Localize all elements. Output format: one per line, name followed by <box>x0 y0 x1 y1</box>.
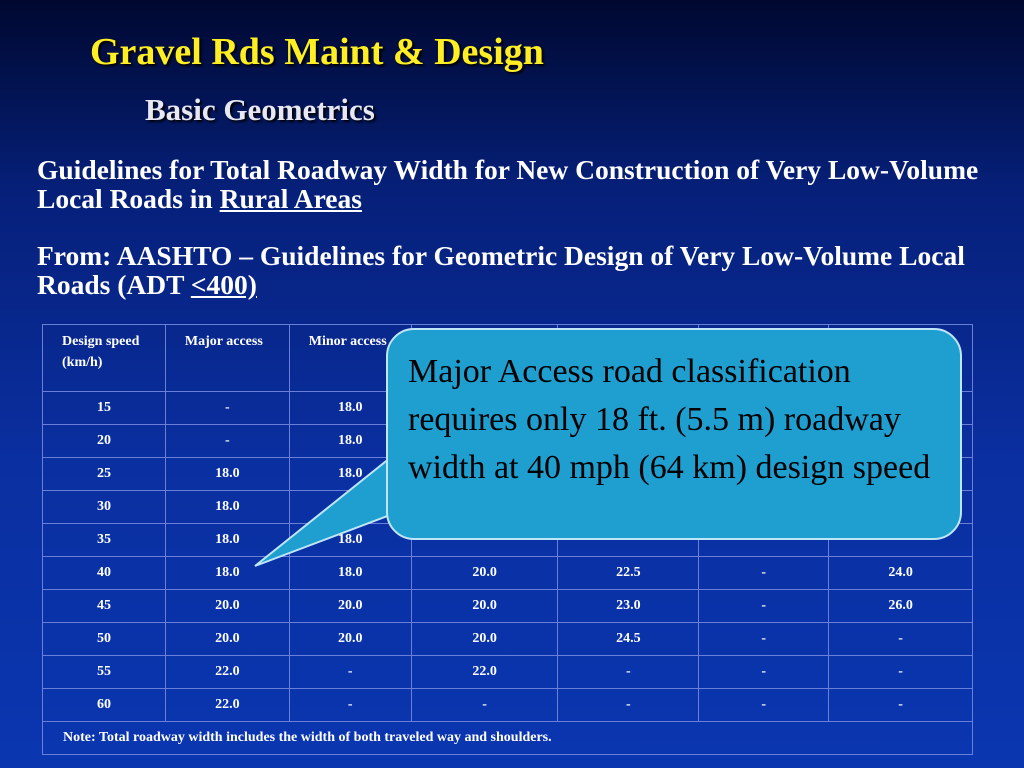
table-cell: 18.0 <box>289 392 411 425</box>
callout-box: Major Access road classification requires only 18 ft. (5.5 m) roadway width at 40 mph (64 km) design speed <box>386 328 962 540</box>
table-cell: 18.0 <box>289 425 411 458</box>
table-cell: 18.0 <box>289 524 411 557</box>
table-cell: - <box>829 656 973 689</box>
table-cell: - <box>411 689 558 722</box>
table-cell: - <box>699 689 829 722</box>
table-cell: 18.0 <box>289 458 411 491</box>
table-cell: 15 <box>43 392 166 425</box>
column-header: Major access <box>165 325 289 392</box>
table-cell: 20.0 <box>411 623 558 656</box>
table-cell: 35 <box>43 524 166 557</box>
table-cell: 20.0 <box>411 590 558 623</box>
table-cell: 22.5 <box>558 557 699 590</box>
table-cell: 60 <box>43 689 166 722</box>
slide-subtitle: Basic Geometrics <box>145 92 375 127</box>
table-cell: 18.0 <box>165 458 289 491</box>
source-body: From: AASHTO – Guidelines for Geometric Design of Very Low-Volume Local Roads (ADT <box>37 240 965 300</box>
table-note: Note: Total roadway width includes the width of both traveled way and shoulders. <box>43 722 973 755</box>
column-header: Design speed (km/h) <box>43 325 166 392</box>
column-header: Minor access <box>289 325 411 392</box>
table-cell: 20 <box>43 425 166 458</box>
table-cell: 26.0 <box>829 590 973 623</box>
table-cell: 50 <box>43 623 166 656</box>
table-cell: - <box>829 689 973 722</box>
adt-link[interactable]: <400) <box>190 269 257 300</box>
table-cell: - <box>699 590 829 623</box>
rural-areas-link[interactable]: Rural Areas <box>219 183 362 214</box>
table-cell: 40 <box>43 557 166 590</box>
table-cell: 55 <box>43 656 166 689</box>
table-cell: 22.0 <box>411 656 558 689</box>
table-cell: 20.0 <box>289 590 411 623</box>
table-cell: 22.0 <box>165 656 289 689</box>
table-cell: 18.0 <box>165 557 289 590</box>
table-cell: 18.0 <box>165 524 289 557</box>
table-cell: - <box>829 623 973 656</box>
table-cell: 24.0 <box>829 557 973 590</box>
table-cell: 18.0 <box>289 557 411 590</box>
table-cell: 20.0 <box>165 623 289 656</box>
table-cell: - <box>558 689 699 722</box>
table-cell: 24.5 <box>558 623 699 656</box>
table-cell: 25 <box>43 458 166 491</box>
table-cell: 20.0 <box>289 623 411 656</box>
table-cell: 45 <box>43 590 166 623</box>
table-cell: 22.0 <box>165 689 289 722</box>
table-cell: - <box>699 656 829 689</box>
table-cell: - <box>165 392 289 425</box>
table-cell: - <box>165 425 289 458</box>
slide-title: Gravel Rds Maint & Design <box>90 31 544 73</box>
table-cell: 20.0 <box>165 590 289 623</box>
table-cell: - <box>289 689 411 722</box>
table-cell: - <box>558 656 699 689</box>
table-cell: 18.0 <box>165 491 289 524</box>
table-cell: - <box>289 656 411 689</box>
table-cell: 23.0 <box>558 590 699 623</box>
table-cell: - <box>699 623 829 656</box>
table-cell: - <box>699 557 829 590</box>
table-cell: 30 <box>43 491 166 524</box>
table-cell: 20.0 <box>411 557 558 590</box>
guidelines-body: Guidelines for Total Roadway Width for New Construction of Very Low-Volume Local Roads in <box>37 154 979 214</box>
